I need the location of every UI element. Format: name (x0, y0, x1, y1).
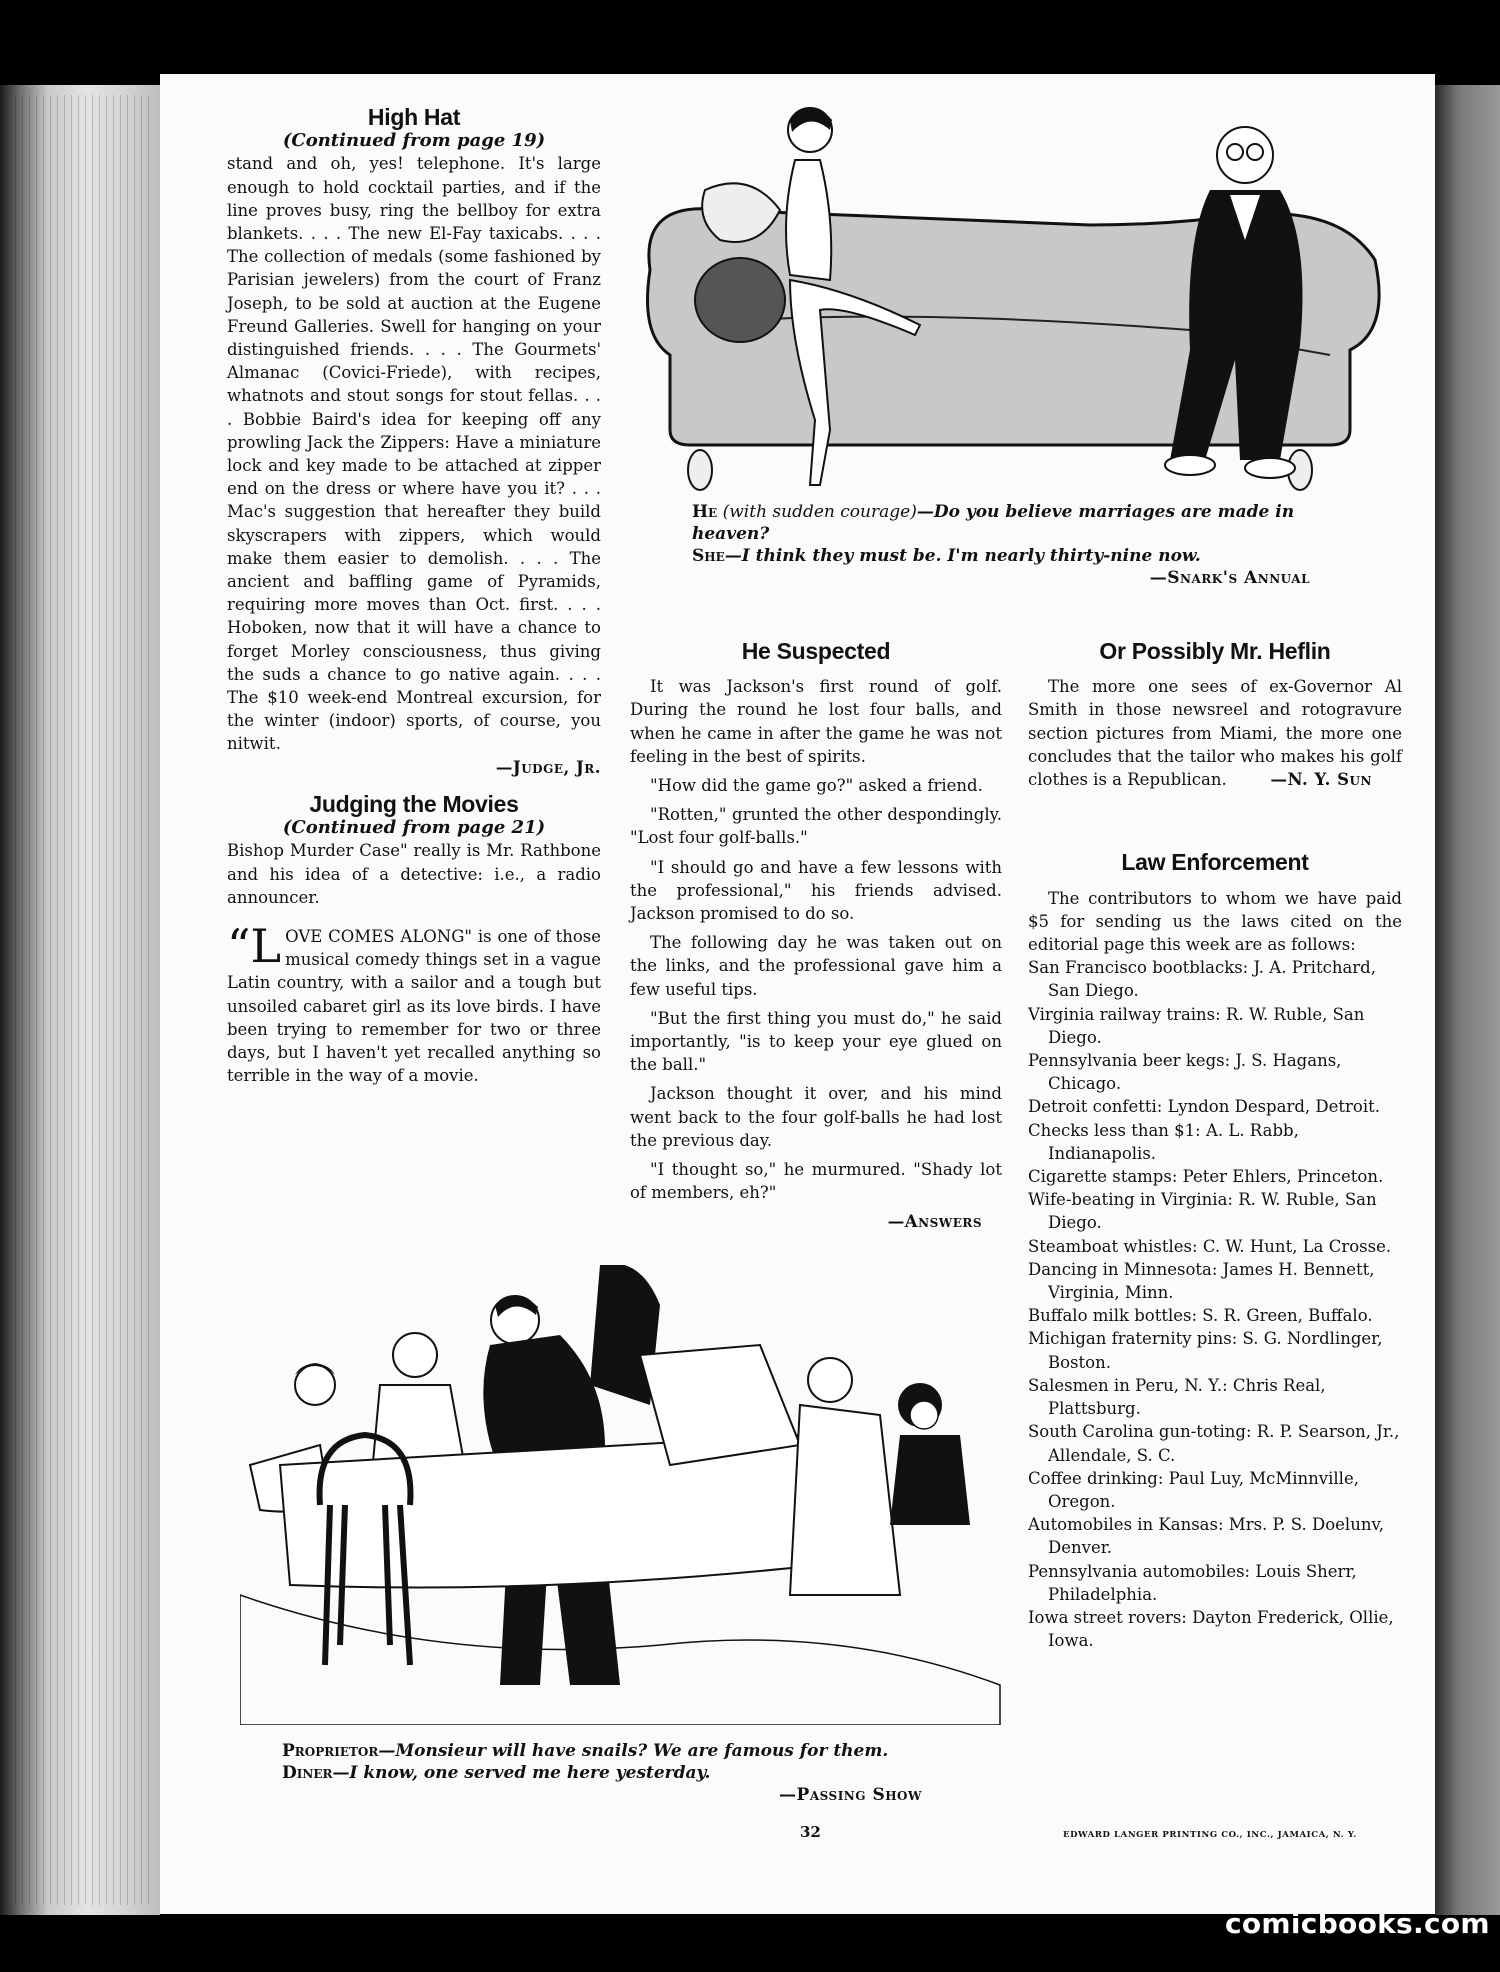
woman-right-body (890, 1435, 970, 1525)
proprietor-line: —Monsieur will have snails? We are famous for them. (378, 1741, 889, 1761)
page-stack-lines (15, 95, 155, 1905)
law-item: Coffee drinking: Paul Luy, McMinnville, Oregon. (1028, 1468, 1359, 1511)
law-item: Pennsylvania automobiles: Louis Sherr, Philadelphia. (1028, 1561, 1357, 1604)
man-shoe-left (1165, 455, 1215, 475)
woman-dress (786, 160, 831, 280)
speaker-diner: Diner (282, 1763, 333, 1783)
diner-line: —I know, one served me here yesterday. (332, 1763, 711, 1783)
page-number: 32 (800, 1823, 821, 1841)
law-item: Detroit confetti: Lyndon Despard, Detroit. (1028, 1097, 1380, 1117)
law-item: Steamboat whistles: C. W. Hunt, La Crosse. (1028, 1236, 1392, 1256)
ny-sun-credit: —N. Y. Sun (1270, 770, 1372, 790)
law-item: Automobiles in Kansas: Mrs. P. S. Doelunv, Denver. (1028, 1515, 1385, 1558)
high-hat-title: High Hat (367, 104, 461, 130)
snarks-annual-credit: —Snark's Annual (1149, 568, 1310, 588)
sofa-cartoon-illustration (630, 100, 1390, 500)
woman-left-head (295, 1365, 335, 1405)
heflin-body: The more one sees of ex-Governor Al Smith in those newsreel and rotogravure section pictures from Miami, the more one concludes that the tailor who makes his golf clothes is a Republican. (1028, 677, 1402, 790)
law-item: San Francisco bootblacks: J. A. Pritchard, San Diego. (1028, 958, 1376, 1001)
caption-line-diner (282, 1762, 972, 1784)
passing-show-credit: —Passing Show (779, 1785, 922, 1805)
law-enforcement-intro: The contributors to whom we have paid $5 for sending us the laws cited on the editorial page this week are as follows: (1028, 888, 1402, 955)
high-hat-continued: (Continued from page 19) (282, 130, 546, 152)
book-right-edge (1435, 85, 1500, 1915)
judging-movies-para2: OVE COMES ALONG" is one of those musical comedy things set in a vague Latin country, with a sailor and a tough but unsoiled cabaret girl as its love birds. I have been trying to remember for two or three days, but I haven't yet recalled anything so terrible in the way of a movie. (227, 926, 601, 1086)
he-suspected-para: "Rotten," grunted the other despondingly. "Lost four golf-balls." (630, 805, 1002, 848)
she-line: —I think they must be. I'm nearly thirty-nine now. (724, 546, 1201, 566)
judging-movies-para1: Bishop Murder Case" really is Mr. Rathbone and his idea of a detective: i.e., a radio announcer. (227, 841, 601, 907)
speaker-he: He (692, 502, 718, 522)
he-suspected-para: "How did the game go?" asked a friend. (650, 776, 983, 796)
restaurant-cartoon-illustration (240, 1265, 1010, 1725)
high-hat-body: stand and oh, yes! telephone. It's large enough to hold cocktail parties, and if the line proves busy, ring the bellboy for extra blankets. . . . The new El-Fay taxicabs. . . . The collection of medals (some fashioned by Parisian jewelers) from the court of Franz Joseph, to be sold at auction at the Eugene Freund Galleries. Swell for hanging on your distinguished friends. . . . The Gourmets' Almanac (Covici-Friede), with recipes, whatnots and stout songs for stout fellas. . . . Bobbie Baird's idea for keeping off any prowling Jack the Zippers: Have a miniature lock and key made to be attached at zipper end on the dress or where have you it? . . . Mac's suggestion that hereafter they build skyscrapers with zippers, which would make them easier to demolish. . . . The ancient and baffling game of Pyramids, requiring more moves than Oct. first. . . . Hoboken, now that it will have a chance to forget Morley consciousness, thus giving the suds a chance to go native again. . . . The $10 week-end Montreal excursion, for the winter (indoor) sports, of course, you nitwit. (227, 154, 601, 754)
he-suspected-para: It was Jackson's first round of golf. During the round he lost four balls, and when he came in after the game he was not feeling in the best of spirits. (630, 677, 1002, 766)
column-right (1028, 640, 1402, 1652)
law-item: Michigan fraternity pins: S. G. Nordlinger, Boston. (1028, 1329, 1383, 1372)
caption-line-she (670, 545, 1320, 567)
he-suspected-title: He Suspected (741, 638, 891, 664)
he-suspected-para: "I should go and have a few lessons with the professional," his friends advised. Jackson promised to do so. (630, 857, 1002, 924)
table-cloth (280, 1435, 820, 1588)
restaurant-cartoon-caption (282, 1740, 972, 1806)
heflin-title: Or Possibly Mr. Heflin (1099, 638, 1331, 664)
diner-head (393, 1333, 437, 1377)
judging-movies-continued: (Continued from page 21) (282, 817, 546, 839)
judging-movies-title: Judging the Movies (309, 790, 519, 817)
stage-direction: (with sudden courage) (722, 502, 917, 522)
law-item: Checks less than $1: A. L. Rabb, Indianapolis. (1028, 1120, 1299, 1163)
he-suspected-para: "But the first thing you must do," he said importantly, "is to keep your eye glued on the ball." (630, 1008, 1002, 1075)
caption-line-proprietor (282, 1740, 972, 1762)
he-line: —Do you believe marriages are made in heaven? (692, 502, 1295, 544)
sofa-cartoon-caption (670, 501, 1320, 589)
law-enforcement-title: Law Enforcement (1121, 849, 1309, 876)
answers-credit: —Answers (887, 1212, 982, 1232)
cushion-dark (695, 258, 785, 342)
high-hat-credit: —Judge, Jr. (495, 757, 601, 777)
speaker-she: She (692, 546, 725, 566)
caption-line-he (670, 501, 1320, 545)
law-item: South Carolina gun-toting: R. P. Searson, Jr., Allendale, S. C. (1028, 1422, 1400, 1465)
speaker-proprietor: Proprietor (282, 1741, 379, 1761)
column-left (227, 106, 601, 1087)
sofa-leg-left (688, 450, 712, 490)
law-item: Buffalo milk bottles: S. R. Green, Buffalo. (1028, 1306, 1373, 1326)
law-item: Wife-beating in Virginia: R. W. Ruble, San Diego. (1028, 1190, 1377, 1233)
law-item: Virginia railway trains: R. W. Ruble, San Diego. (1028, 1004, 1365, 1047)
he-suspected-para: The following day he was taken out on the links, and the professional gave him a few useful tips. (630, 933, 1002, 999)
watermark: comicbooks.com (1225, 1907, 1490, 1940)
law-item: Iowa street rovers: Dayton Frederick, Ollie, Iowa. (1028, 1607, 1394, 1651)
drop-cap: “L (227, 918, 282, 973)
judging-movies-para2-block (227, 918, 601, 1087)
floor-shading (240, 1595, 1000, 1725)
law-item: Cigarette stamps: Peter Ehlers, Princeton. (1028, 1167, 1384, 1187)
printer-imprint: EDWARD LANGER PRINTING CO., INC., JAMAICA, N. Y. (1063, 1830, 1357, 1840)
man-head (1217, 127, 1273, 183)
man-shoe-right (1245, 458, 1295, 478)
he-suspected-para: Jackson thought it over, and his mind went back to the four golf-balls he had lost the previous day. (630, 1084, 1002, 1150)
reader-head (808, 1358, 852, 1402)
column-middle (630, 640, 1002, 1234)
he-suspected-para: "I thought so," he murmured. "Shady lot of members, eh?" (630, 1160, 1002, 1203)
woman-right-face (910, 1401, 938, 1429)
reader-body (790, 1405, 900, 1595)
law-item: Dancing in Minnesota: James H. Bennett, Virginia, Minn. (1028, 1259, 1375, 1303)
law-item: Pennsylvania beer kegs: J. S. Hagans, Chicago. (1028, 1051, 1342, 1094)
law-item: Salesmen in Peru, N. Y.: Chris Real, Plattsburg. (1028, 1375, 1326, 1419)
